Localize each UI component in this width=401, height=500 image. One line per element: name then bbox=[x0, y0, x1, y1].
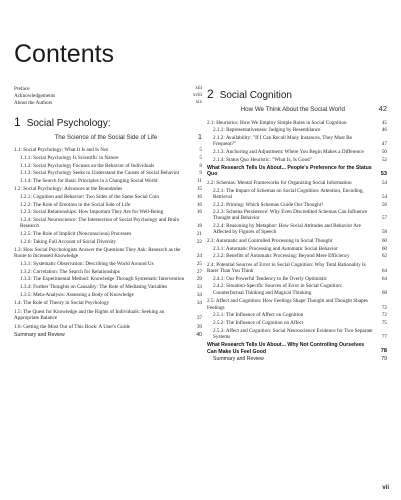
toc-entry-page: 16 bbox=[196, 194, 202, 201]
toc-subsection bbox=[213, 188, 387, 201]
toc-subsection bbox=[20, 178, 202, 184]
chapter-2-heading bbox=[207, 87, 387, 102]
toc-entry-text: 2.4: Potential Sources of Error in Social Cognition: Why Total Rationality Is Rarer Than You Think bbox=[207, 261, 366, 275]
toc-entry-text: 2.2.3: Schema Persistence: Why Even Discredited Schemas Can Influence Thought and Behavior bbox=[213, 209, 368, 222]
toc-subsection bbox=[20, 170, 202, 176]
toc-entry-page: 62 bbox=[381, 253, 387, 260]
toc-entry-page: 25 bbox=[196, 261, 202, 268]
toc-feature bbox=[207, 165, 387, 178]
summary-text: Summary and Review bbox=[14, 332, 65, 339]
toc-section bbox=[207, 238, 387, 244]
toc-entry-text: 1.2.1: Cognition and Behavior: Two Sides of the Same Social Coin bbox=[20, 194, 160, 201]
toc-entry-text: 2.3.1: Automatic Processing and Automatic Social Behavior bbox=[213, 245, 338, 252]
summary-page: 79 bbox=[381, 356, 387, 363]
toc-subsection bbox=[213, 253, 387, 259]
toc-entry-page: 53 bbox=[380, 170, 387, 177]
toc-section bbox=[14, 300, 202, 306]
chapter-number: 1 bbox=[14, 114, 21, 129]
toc-entry-text: 2.1.1: Representativeness: Judging by Resemblance bbox=[213, 127, 321, 134]
chapter-1-subtitle bbox=[14, 132, 202, 142]
toc-entry-page: 8 bbox=[199, 162, 202, 169]
toc-entry-page: 15 bbox=[196, 186, 202, 193]
chapter-1-heading bbox=[14, 115, 202, 130]
toc-entry-text: 1.2.4: Social Neuroscience: The Intersection of Social Psychology and Brain Research bbox=[20, 216, 180, 230]
toc-subsection bbox=[20, 231, 202, 237]
page-title: Contents bbox=[14, 40, 115, 68]
toc-entry-page: 46 bbox=[381, 127, 387, 134]
toc-entry-page: 39 bbox=[196, 323, 202, 330]
toc-entry-text: 1.1: Social Psychology: What It Is and Is Not bbox=[14, 147, 108, 154]
toc-entry-text: 2.1.4: Status Quo Heuristic: "What Is, Is Good" bbox=[213, 156, 312, 163]
toc-subsection bbox=[20, 155, 202, 161]
chapter-subtitle-text: The Science of the Social Side of Life bbox=[54, 133, 158, 141]
toc-entry-text: What Research Tells Us About... Why Not Controlling Ourselves Can Make Us Feel Good bbox=[207, 342, 365, 355]
toc-entry-page: 11 bbox=[197, 177, 202, 184]
toc-entry-text: 1.2.2: The Role of Emotion in the Social Side of Life bbox=[20, 201, 131, 208]
toc-entry-page: 34 bbox=[196, 300, 202, 307]
chapter-1-summary bbox=[14, 332, 202, 338]
chapter-1-entries bbox=[14, 147, 202, 330]
toc-entry-page: 54 bbox=[381, 179, 387, 186]
toc-entry-page: 22 bbox=[196, 238, 202, 245]
toc-entry-page: xix bbox=[195, 99, 202, 105]
toc-subsection bbox=[20, 269, 202, 275]
toc-subsection bbox=[213, 276, 387, 282]
toc-entry-page: 37 bbox=[196, 315, 202, 322]
toc-entry-text: What Research Tells Us About... People's Preference for the Status Quo bbox=[207, 165, 372, 178]
toc-entry-page: 68 bbox=[381, 289, 387, 296]
toc-entry-text: 2.5: Affect and Cognition: How Feelings Shape Thought and Thought Shapes Feelings bbox=[207, 298, 368, 311]
toc-entry-page: 58 bbox=[381, 229, 387, 236]
toc-entry-text: 2.2: Schemas: Mental Frameworks for Organizing Social Information bbox=[207, 179, 352, 186]
toc-entry-page: 60 bbox=[381, 238, 387, 244]
toc-left-column bbox=[14, 86, 202, 338]
toc-entry-text: 2.1.2: Availability: "If I Can Recall Many Instances, They Must Be Frequent?" bbox=[213, 135, 352, 148]
toc-entry-text: About the Authors bbox=[14, 99, 53, 106]
toc-subsection bbox=[213, 328, 387, 341]
toc-section bbox=[207, 298, 387, 311]
toc-entry-page: 57 bbox=[381, 215, 387, 222]
chapter-subtitle-page: 1 bbox=[197, 131, 202, 141]
toc-subsection bbox=[20, 194, 202, 200]
front-matter bbox=[14, 86, 202, 106]
toc-subsection bbox=[213, 149, 387, 155]
chapter-2-subtitle bbox=[207, 104, 387, 114]
toc-section bbox=[207, 180, 387, 186]
toc-entry-page: 56 bbox=[381, 201, 387, 208]
toc-feature bbox=[207, 342, 387, 355]
toc-entry-page: 45 bbox=[381, 119, 387, 126]
toc-entry-text: 1.2: Social Psychology: Advances at the Boundaries bbox=[14, 186, 123, 193]
chapter-name: Social Cognition bbox=[219, 90, 292, 101]
toc-subsection bbox=[213, 135, 387, 148]
toc-entry-text: 2.5.1: The Influence of Affect on Cognition bbox=[213, 312, 304, 319]
toc-entry-page: 72 bbox=[381, 304, 387, 311]
toc-entry-page: 52 bbox=[381, 156, 387, 163]
chapter-subtitle-page: 42 bbox=[378, 104, 387, 114]
toc-entry-page: xiii bbox=[195, 86, 202, 92]
front-matter-entry bbox=[14, 93, 202, 99]
toc-section bbox=[207, 262, 387, 275]
toc-subsection bbox=[213, 157, 387, 163]
toc-entry-text: 1.1.2: Social Psychology Focuses on the Behavior of Individuals bbox=[20, 162, 155, 169]
toc-entry-text: 1.4: The Role of Theory in Social Psychology bbox=[14, 300, 110, 307]
toc-entry-text: 1.2.6: Taking Full Account of Social Diversity bbox=[20, 238, 117, 245]
toc-entry-text: 2.5.3: Affect and Cognition: Social Neuroscience Evidence for Two Separate Systems bbox=[213, 327, 373, 340]
toc-subsection bbox=[213, 246, 387, 252]
toc-entry-page: 9 bbox=[199, 170, 202, 177]
toc-entry-text: 2.2.4: Reasoning by Metaphor: How Social Attitudes and Behavior Are Affected by Figures of Speech bbox=[213, 223, 361, 236]
toc-entry-page: 27 bbox=[196, 268, 202, 275]
toc-subsection bbox=[20, 276, 202, 282]
toc-entry-text: 2.3.2: Benefits of Automatic Processing: Beyond Mere Efficiency bbox=[213, 253, 350, 260]
toc-entry-page: 75 bbox=[381, 319, 387, 326]
toc-entry-text: 1.3.2: Correlation: The Search for Relationships bbox=[20, 268, 120, 275]
toc-subsection bbox=[213, 127, 387, 133]
toc-entry-text: 2.2.2: Priming: Which Schemas Guide Our Thought? bbox=[213, 201, 324, 208]
toc-entry-page: 5 bbox=[199, 154, 202, 161]
toc-section bbox=[14, 147, 202, 153]
toc-entry-text: 1.6: Getting the Most Out of This Book: A User's Guide bbox=[14, 323, 130, 330]
toc-subsection bbox=[20, 292, 202, 298]
toc-entry-text: 1.3.5: Meta-Analysis: Assessing a Body of Knowledge bbox=[20, 291, 134, 298]
toc-entry-text: 1.1.4: The Search for Basic Principles in a Changing Social World bbox=[20, 177, 158, 184]
toc-subsection bbox=[20, 261, 202, 267]
toc-subsection bbox=[20, 217, 202, 230]
toc-entry-page: 47 bbox=[381, 141, 387, 148]
chapter-name: Social Psychology: bbox=[26, 117, 111, 129]
toc-entry-text: 1.1.3: Social Psychology Seeks to Understand the Causes of Social Behavior bbox=[20, 170, 180, 177]
toc-entry-text: 2.5.2: The Influence of Cognition on Affect bbox=[213, 319, 304, 326]
toc-entry-page: 72 bbox=[381, 312, 387, 319]
toc-entry-page: 16 bbox=[196, 209, 202, 216]
toc-entry-text: 2.1.3: Anchoring and Adjustment: Where You Begin Makes a Difference bbox=[213, 149, 364, 156]
front-matter-entry bbox=[14, 100, 202, 106]
toc-subsection bbox=[20, 209, 202, 215]
toc-entry-page: 16 bbox=[196, 201, 202, 208]
toc-entry-page: 24 bbox=[196, 253, 202, 260]
toc-entry-text: Acknowledgements bbox=[14, 92, 56, 99]
toc-entry-text: 2.1: Heuristics: How We Employ Simple Rules in Social Cognition bbox=[207, 119, 347, 126]
toc-entry-page: 77 bbox=[381, 333, 387, 340]
toc-entry-text: Preface bbox=[14, 86, 30, 92]
toc-entry-page: 54 bbox=[381, 193, 387, 200]
toc-section bbox=[14, 324, 202, 330]
toc-section bbox=[207, 120, 387, 126]
toc-entry-page: 18 bbox=[196, 223, 202, 230]
chapter-number: 2 bbox=[207, 87, 214, 101]
chapter-subtitle-text: How We Think About the Social World bbox=[240, 106, 345, 114]
chapter-2-summary bbox=[213, 356, 387, 362]
toc-entry-page: xviii bbox=[192, 93, 202, 99]
toc-right-column bbox=[207, 87, 387, 363]
toc-subsection bbox=[20, 284, 202, 290]
toc-subsection bbox=[213, 223, 387, 236]
toc-section bbox=[14, 247, 202, 260]
toc-entry-page: 21 bbox=[196, 230, 202, 237]
toc-entry-text: 2.4.1: Our Powerful Tendency to Be Overly Optimistic bbox=[213, 275, 328, 282]
front-matter-entry bbox=[14, 86, 202, 92]
toc-entry-text: 1.3.3: The Experimental Method: Knowledge Through Systematic Intervention bbox=[20, 276, 185, 283]
toc-subsection bbox=[213, 209, 387, 222]
toc-entry-text: 2.4.2: Situation-Specific Sources of Error in Social Cognition: Counterfactual Thinking and Magical Thinking bbox=[213, 283, 343, 296]
toc-subsection bbox=[213, 202, 387, 208]
toc-subsection bbox=[20, 202, 202, 208]
toc-entry-text: 1.1.1: Social Psychology Is Scientific in Nature bbox=[20, 154, 119, 161]
chapter-2-entries bbox=[207, 120, 387, 355]
toc-subsection bbox=[213, 320, 387, 326]
toc-entry-page: 33 bbox=[196, 284, 202, 290]
toc-entry-page: 50 bbox=[381, 149, 387, 156]
toc-entry-text: 2.3: Automatic and Controlled Processing in Social Thought bbox=[207, 238, 333, 244]
toc-entry-text: 1.2.3: Social Relationships: How Important They Are for Well-Being bbox=[20, 209, 164, 216]
toc-subsection bbox=[20, 163, 202, 169]
toc-entry-page: 34 bbox=[196, 291, 202, 298]
toc-entry-page: 78 bbox=[380, 348, 387, 355]
toc-subsection bbox=[213, 312, 387, 318]
toc-entry-text: 2.2.1: The Impact of Schemas on Social Cognition: Attention, Encoding, Retrieval bbox=[213, 187, 364, 200]
toc-entry-page: 64 bbox=[381, 275, 387, 282]
page-number: vii bbox=[382, 485, 389, 491]
toc-subsection bbox=[20, 239, 202, 245]
toc-entry-text: 1.2.5: The Role of Implicit (Nonconscious) Processes bbox=[20, 230, 132, 237]
toc-section bbox=[14, 309, 202, 322]
toc-section bbox=[14, 186, 202, 192]
toc-entry-page: 60 bbox=[381, 245, 387, 252]
toc-entry-page: 64 bbox=[381, 268, 387, 275]
toc-entry-page: 5 bbox=[199, 147, 202, 154]
toc-entry-text: 1.3.1: Systematic Observation: Describing the World Around Us bbox=[20, 261, 154, 268]
toc-entry-text: 1.3: How Social Psychologists Answer the Questions They Ask: Research as the Route to Increased Knowledge bbox=[14, 247, 181, 260]
summary-text: Summary and Review bbox=[213, 356, 264, 363]
toc-entry-text: 1.3.4: Further Thoughts on Causality: The Role of Mediating Variables bbox=[20, 284, 168, 290]
toc-entry-page: 29 bbox=[196, 276, 202, 283]
toc-entry-text: 1.5: The Quest for Knowledge and the Rights of Individuals: Seeking an Appropriate Balance bbox=[14, 308, 165, 322]
summary-page: 40 bbox=[196, 332, 202, 339]
toc-subsection bbox=[213, 283, 387, 296]
